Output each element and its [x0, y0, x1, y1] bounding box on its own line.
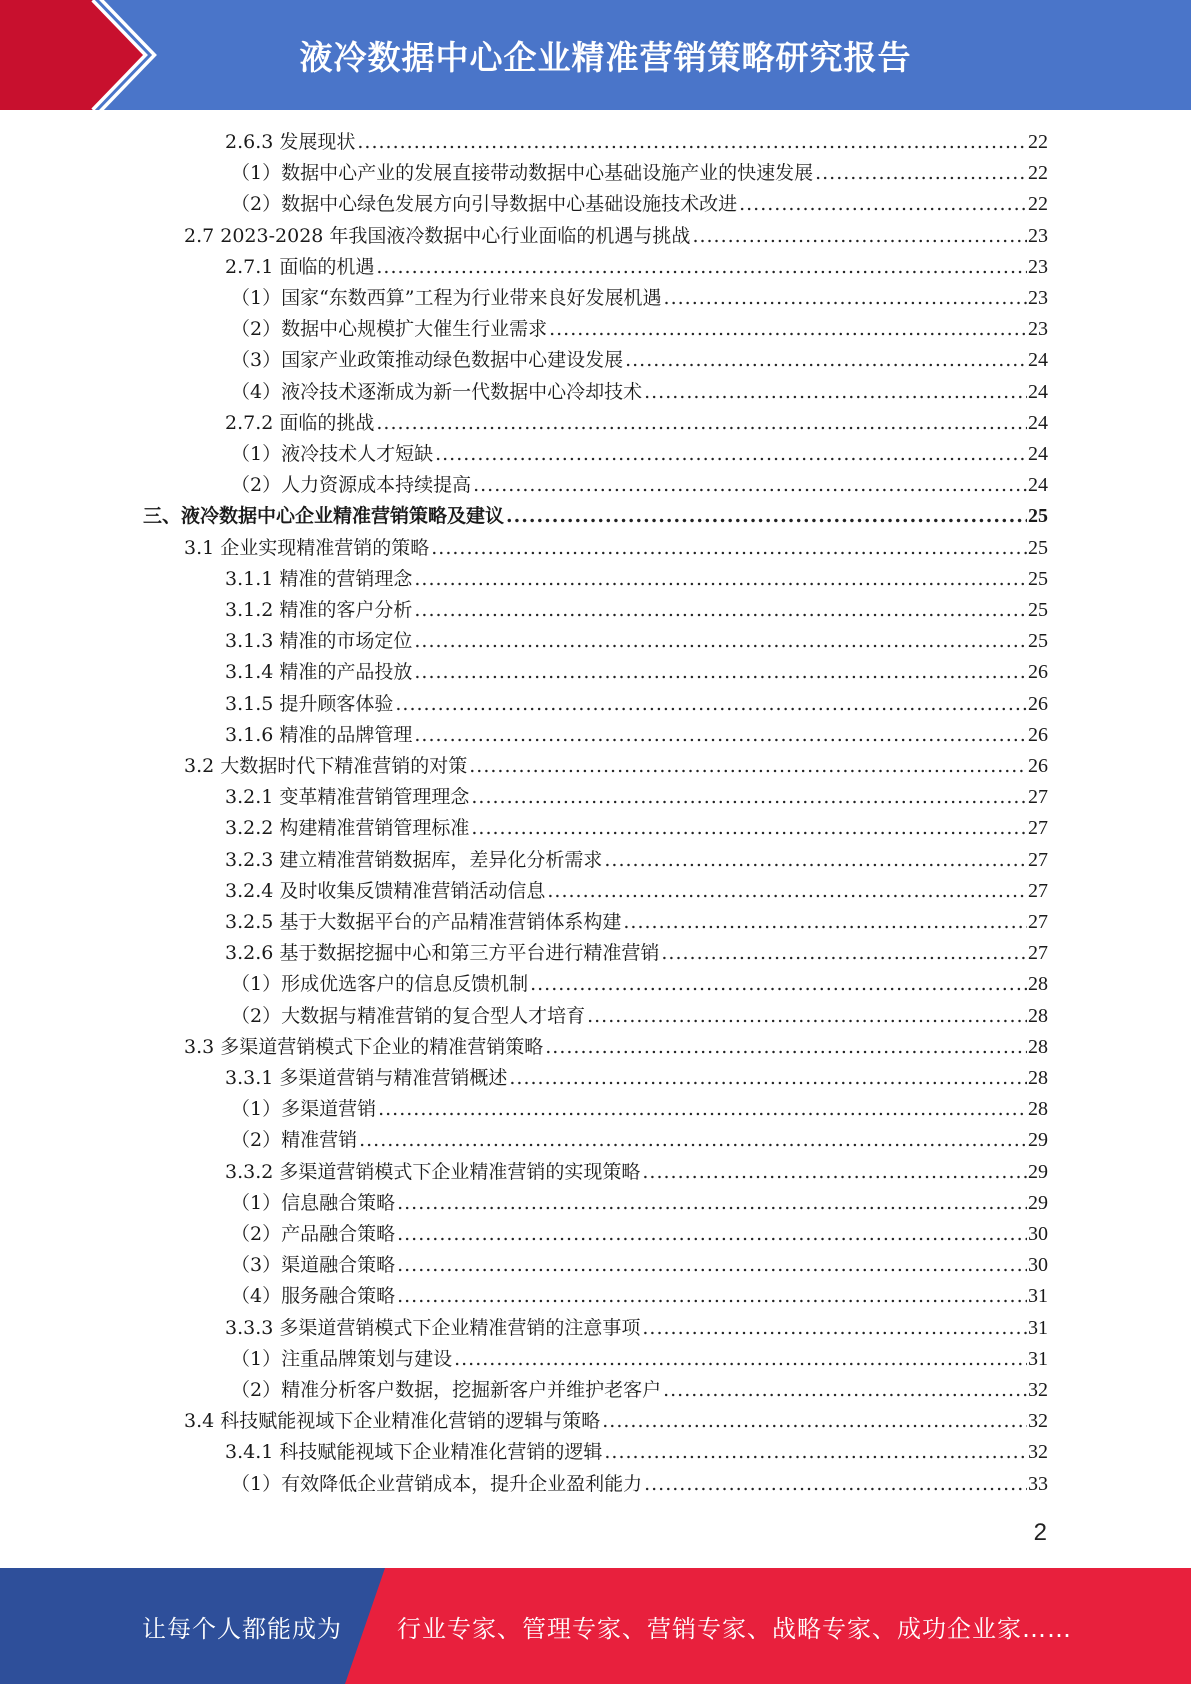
toc-entry-label: （1）注重品牌策划与建设: [231, 1347, 453, 1370]
toc-leader-dots: [471, 782, 1027, 813]
toc-entry-page: 33: [1028, 1472, 1048, 1495]
toc-leader-dots: [435, 439, 1027, 470]
toc-entry-label: （1）国家“东数西算”工程为行业带来良好发展机遇: [231, 287, 662, 309]
toc-entry-page: 32: [1028, 1379, 1048, 1401]
toc-entry-label: 2.7.1 面临的机遇: [225, 255, 375, 278]
toc-entry-page: 29: [1028, 1191, 1048, 1214]
toc-entry[interactable]: [231, 1375, 1048, 1406]
footer-banner: [0, 1568, 1191, 1684]
toc-entry-page: 24: [1028, 380, 1048, 403]
toc-entry[interactable]: [184, 751, 1048, 782]
toc-leader-dots: [414, 720, 1027, 751]
toc-entry[interactable]: [184, 221, 1048, 252]
toc-entry-label: 3.1.6 精准的品牌管理: [225, 723, 413, 746]
toc-leader-dots: [604, 1437, 1027, 1468]
toc-leader-dots: [644, 1469, 1027, 1500]
toc-entry-page: 29: [1028, 1160, 1048, 1183]
toc-entry-page: 24: [1028, 349, 1048, 372]
toc-entry-page: 23: [1028, 318, 1048, 341]
toc-entry-label: （2）数据中心规模扩大催生行业需求: [231, 318, 548, 341]
toc-leader-dots: [664, 283, 1027, 314]
toc-leader-dots: [625, 345, 1027, 376]
toc-entry[interactable]: [231, 1125, 1048, 1156]
toc-leader-dots: [397, 1188, 1027, 1219]
toc-entry-label: 3.2.1 变革精准营销管理理念: [225, 786, 470, 809]
toc-entry-label: 3.3.2 多渠道营销模式下企业精准营销的实现策略: [225, 1160, 641, 1183]
toc-entry[interactable]: [225, 1157, 1048, 1188]
toc-entry-label: 2.6.3 发展现状: [225, 131, 356, 153]
toc-entry-page: 31: [1028, 1347, 1048, 1370]
toc-leader-dots: [509, 1063, 1027, 1094]
toc-entry-label: （3）国家产业政策推动绿色数据中心建设发展: [231, 349, 624, 372]
toc-entry[interactable]: [231, 439, 1048, 470]
toc-entry-label: 3.1 企业实现精准营销的策略: [184, 536, 430, 559]
toc-entry-label: （2）数据中心绿色发展方向引导数据中心基础设施技术改进: [231, 193, 738, 216]
toc-entry-label: 3.1.4 精准的产品投放: [225, 661, 413, 684]
toc-entry-page: 25: [1028, 630, 1048, 653]
toc-entry-label: 3.3 多渠道营销模式下企业的精准营销策略: [184, 1035, 544, 1058]
toc-entry[interactable]: [225, 564, 1048, 595]
toc-entry-label: 3.4.1 科技赋能视域下企业精准化营销的逻辑: [225, 1441, 603, 1464]
toc-leader-dots: [604, 845, 1027, 876]
toc-leader-dots: [397, 1281, 1027, 1312]
toc-entry-label: （1）数据中心产业的发展直接带动数据中心基础设施产业的快速发展: [231, 162, 814, 185]
toc-entry[interactable]: [225, 252, 1048, 283]
toc-entry[interactable]: [225, 720, 1048, 751]
toc-entry-label: 3.2.2 构建精准营销管理标准: [225, 817, 470, 840]
toc-entry[interactable]: [231, 345, 1048, 376]
toc-entry-label: （1）液冷技术人才短缺: [231, 443, 434, 465]
toc-leader-dots: [359, 1125, 1027, 1156]
toc-entry-label: （2）人力资源成本持续提高: [231, 474, 472, 497]
toc-leader-dots: [414, 595, 1027, 626]
toc-entry-page: 25: [1028, 505, 1048, 528]
toc-entry[interactable]: [225, 127, 1048, 158]
toc-entry[interactable]: [225, 876, 1048, 907]
toc-entry-label: （4）液冷技术逐渐成为新一代数据中心冷却技术: [231, 380, 643, 403]
toc-entry-page: 31: [1028, 1285, 1048, 1308]
toc-entry-page: 28: [1028, 1035, 1048, 1058]
toc-entry[interactable]: [225, 626, 1048, 657]
toc-entry[interactable]: [225, 1063, 1048, 1094]
toc-entry-page: 28: [1028, 1098, 1048, 1121]
toc-entry-label: （3）渠道融合策略: [231, 1254, 396, 1277]
toc-entry[interactable]: [231, 1188, 1048, 1219]
toc-leader-dots: [506, 501, 1027, 532]
toc-entry-label: 3.2.3 建立精准营销数据库，差异化分析需求: [225, 848, 603, 871]
toc-leader-dots: [642, 1313, 1027, 1344]
toc-entry-label: 三、液冷数据中心企业精准营销策略及建议: [143, 505, 505, 528]
toc-leader-dots: [376, 408, 1027, 439]
toc-entry-page: 32: [1028, 1441, 1048, 1464]
toc-entry-page: 23: [1028, 255, 1048, 278]
toc-entry[interactable]: [225, 845, 1048, 876]
toc-entry-label: 3.1.1 精准的营销理念: [225, 567, 413, 590]
toc-leader-dots: [692, 221, 1027, 252]
toc-entry[interactable]: [231, 1469, 1048, 1500]
toc-entry-page: 27: [1028, 817, 1048, 840]
toc-entry-page: 22: [1028, 162, 1048, 185]
toc-entry-label: 3.4 科技赋能视域下企业精准化营销的逻辑与策略: [184, 1410, 601, 1433]
toc-entry-label: 2.7.2 面临的挑战: [225, 411, 375, 434]
toc-entry-label: 2.7 2023-2028 年我国液冷数据中心行业面临的机遇与挑战: [184, 224, 691, 247]
toc-leader-dots: [661, 938, 1027, 969]
toc-entry[interactable]: [231, 1219, 1048, 1250]
toc-entry-page: 23: [1028, 224, 1048, 247]
toc-entry[interactable]: [231, 1001, 1048, 1032]
toc-entry[interactable]: [225, 938, 1048, 969]
toc-entry[interactable]: [231, 283, 1048, 314]
toc-entry[interactable]: [231, 314, 1048, 345]
toc-leader-dots: [431, 533, 1027, 564]
toc-entry-label: 3.1.5 提升顾客体验: [225, 692, 394, 715]
toc-entry[interactable]: [231, 377, 1048, 408]
toc-leader-dots: [414, 564, 1027, 595]
toc-entry-page: 29: [1028, 1129, 1048, 1152]
toc-leader-dots: [644, 377, 1027, 408]
toc-entry-page: 30: [1028, 1254, 1048, 1277]
toc-entry-page: 30: [1028, 1223, 1048, 1245]
toc-entry-page: 32: [1028, 1410, 1048, 1433]
toc-entry[interactable]: [143, 501, 1048, 532]
toc-entry-page: 27: [1028, 911, 1048, 933]
toc-entry-page: 27: [1028, 848, 1048, 871]
report-title: 液冷数据中心企业精准营销策略研究报告: [299, 37, 912, 77]
toc-entry-page: 24: [1028, 443, 1048, 465]
toc-leader-dots: [545, 1032, 1027, 1063]
toc-entry-page: 27: [1028, 879, 1048, 902]
toc-leader-dots: [663, 1375, 1027, 1406]
toc-entry-page: 22: [1028, 193, 1048, 216]
toc-leader-dots: [395, 689, 1027, 720]
toc-entry-label: （2）大数据与精准营销的复合型人才培育: [231, 1004, 586, 1027]
toc-leader-dots: [397, 1250, 1027, 1281]
header-banner: [0, 0, 1191, 110]
red-arrow-logo: [0, 0, 160, 110]
toc-leader-dots: [397, 1219, 1027, 1250]
toc-entry-page: 25: [1028, 599, 1048, 621]
toc-entry-page: 25: [1028, 567, 1048, 590]
toc-leader-dots: [454, 1344, 1027, 1375]
toc-entry[interactable]: [231, 969, 1048, 1000]
toc-entry[interactable]: [225, 689, 1048, 720]
toc-entry-page: 26: [1028, 692, 1048, 715]
toc-entry-label: 3.2 大数据时代下精准营销的对策: [184, 755, 468, 777]
footer-slogan-left: 让每个人都能成为: [142, 1614, 342, 1643]
toc-leader-dots: [471, 813, 1027, 844]
toc-leader-dots: [547, 876, 1027, 907]
toc-entry-label: （1）信息融合策略: [231, 1191, 396, 1214]
toc-entry-page: 25: [1028, 536, 1048, 559]
toc-entry-label: （4）服务融合策略: [231, 1285, 396, 1308]
toc-entry[interactable]: [231, 1344, 1048, 1375]
toc-entry[interactable]: [184, 1406, 1048, 1437]
toc-leader-dots: [414, 657, 1027, 688]
toc-entry-label: （2）精准分析客户数据，挖掘新客户并维护老客户: [231, 1379, 662, 1401]
toc-entry-page: 28: [1028, 1067, 1048, 1089]
toc-leader-dots: [549, 314, 1027, 345]
toc-entry[interactable]: [225, 408, 1048, 439]
toc-entry-label: （2）精准营销: [231, 1129, 358, 1152]
toc-leader-dots: [815, 158, 1027, 189]
toc-leader-dots: [376, 252, 1027, 283]
toc-leader-dots: [414, 626, 1027, 657]
toc-entry[interactable]: [231, 1094, 1048, 1125]
toc-leader-dots: [473, 470, 1027, 501]
toc-entry-page: 24: [1028, 474, 1048, 497]
toc-entry-label: 3.2.6 基于数据挖掘中心和第三方平台进行精准营销: [225, 942, 660, 965]
toc-leader-dots: [602, 1406, 1027, 1437]
toc-entry-page: 27: [1028, 942, 1048, 965]
toc-entry[interactable]: [225, 657, 1048, 688]
toc-leader-dots: [357, 127, 1027, 158]
toc-entry-page: 26: [1028, 661, 1048, 684]
toc-leader-dots: [378, 1094, 1027, 1125]
toc-entry-page: 27: [1028, 786, 1048, 809]
toc-entry[interactable]: [225, 1437, 1048, 1468]
toc-entry-label: （1）形成优选客户的信息反馈机制: [231, 973, 529, 996]
toc-entry-label: 3.3.1 多渠道营销与精准营销概述: [225, 1067, 508, 1089]
toc-entry-label: 3.2.4 及时收集反馈精准营销活动信息: [225, 879, 546, 902]
toc-entry-page: 28: [1028, 973, 1048, 996]
toc-leader-dots: [739, 189, 1027, 220]
toc-entry-page: 26: [1028, 755, 1048, 777]
toc-entry[interactable]: [225, 782, 1048, 813]
toc-entry-label: （1）有效降低企业营销成本，提升企业盈利能力: [231, 1472, 643, 1495]
toc-leader-dots: [623, 907, 1027, 938]
toc-entry-label: 3.2.5 基于大数据平台的产品精准营销体系构建: [225, 911, 622, 933]
toc-entry-page: 26: [1028, 723, 1048, 746]
toc-entry-page: 28: [1028, 1004, 1048, 1027]
toc-leader-dots: [469, 751, 1027, 782]
toc-entry[interactable]: [231, 189, 1048, 220]
toc-entry-page: 22: [1028, 131, 1048, 153]
toc-entry[interactable]: [231, 1281, 1048, 1312]
toc-entry[interactable]: [231, 470, 1048, 501]
toc-entry-page: 23: [1028, 287, 1048, 309]
toc-entry[interactable]: [231, 1250, 1048, 1281]
toc-entry-page: 31: [1028, 1316, 1048, 1339]
toc-entry[interactable]: [225, 813, 1048, 844]
footer-slogan-right: 行业专家、管理专家、营销专家、战略专家、成功企业家……: [397, 1614, 1072, 1643]
toc-entry[interactable]: [225, 907, 1048, 938]
toc-leader-dots: [530, 969, 1027, 1000]
toc-entry-label: 3.1.2 精准的客户分析: [225, 599, 413, 621]
page-number: 2: [1033, 1519, 1047, 1546]
toc-entry[interactable]: [184, 1032, 1048, 1063]
toc-entry[interactable]: [225, 1313, 1048, 1344]
toc-leader-dots: [642, 1157, 1027, 1188]
toc-entry[interactable]: [231, 158, 1048, 189]
toc-entry-label: （2）产品融合策略: [231, 1223, 396, 1245]
toc-entry[interactable]: [225, 595, 1048, 626]
toc-entry[interactable]: [184, 533, 1048, 564]
toc-leader-dots: [587, 1001, 1027, 1032]
toc-entry-label: 3.1.3 精准的市场定位: [225, 630, 413, 653]
toc-entry-label: 3.3.3 多渠道营销模式下企业精准营销的注意事项: [225, 1316, 641, 1339]
toc-entry-label: （1）多渠道营销: [231, 1098, 377, 1121]
toc-entry-page: 24: [1028, 411, 1048, 434]
